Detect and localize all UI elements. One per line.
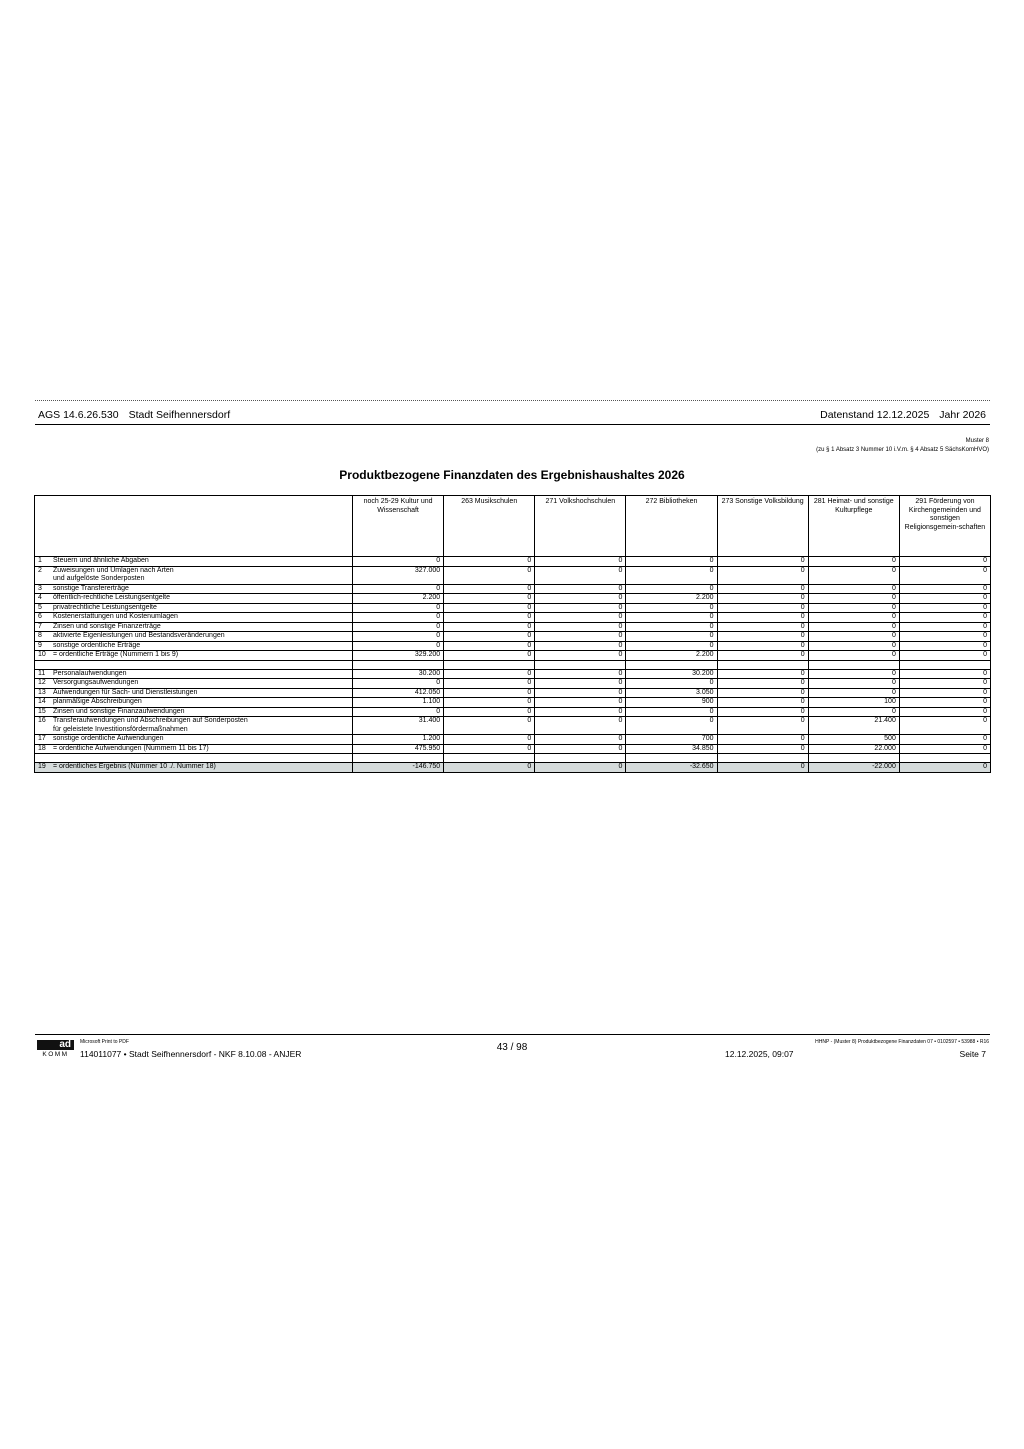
value-cell: -32.650 bbox=[626, 763, 717, 773]
spacer-cell bbox=[626, 754, 717, 763]
value-cell: 0 bbox=[535, 603, 626, 613]
footer-page-label: Seite 7 bbox=[959, 1049, 986, 1059]
row-number: 15 bbox=[38, 707, 46, 715]
value-cell: 500 bbox=[808, 735, 899, 745]
row-text-line: Personalaufwendungen bbox=[53, 669, 127, 677]
value-cell: 100 bbox=[808, 698, 899, 708]
value-cell: 0 bbox=[899, 584, 990, 594]
value-cell: 0 bbox=[626, 679, 717, 689]
row-label bbox=[35, 566, 353, 584]
footer-rule bbox=[35, 1034, 990, 1035]
row-number: 1 bbox=[38, 557, 42, 564]
value-cell: 0 bbox=[535, 594, 626, 604]
row-number: 16 bbox=[38, 717, 46, 724]
row-number: 5 bbox=[38, 603, 42, 611]
ags-code: AGS 14.6.26.530 bbox=[38, 409, 119, 421]
footer-date: 12.12.2025, 09:07 bbox=[725, 1049, 794, 1059]
spacer-cell bbox=[353, 754, 444, 763]
value-cell: 0 bbox=[353, 632, 444, 642]
row-number: 9 bbox=[38, 641, 42, 649]
row-label bbox=[35, 603, 353, 613]
value-cell: 327.000 bbox=[353, 566, 444, 584]
row-label bbox=[35, 763, 353, 773]
value-cell: 0 bbox=[717, 584, 808, 594]
value-cell: 0 bbox=[535, 707, 626, 717]
muster-line-2: (zu § 1 Absatz 3 Nummer 10 i.V.m. § 4 Absatz 5 SächsKomHVO) bbox=[816, 446, 989, 453]
value-cell: 0 bbox=[444, 632, 535, 642]
row-label bbox=[35, 744, 353, 754]
value-cell: 0 bbox=[899, 735, 990, 745]
value-cell: 0 bbox=[717, 622, 808, 632]
row-text-line: Steuern und ähnliche Abgaben bbox=[53, 557, 149, 564]
muster-line-1: Muster 8 bbox=[965, 438, 989, 444]
value-cell: 0 bbox=[444, 566, 535, 584]
row-text-line: Kostenerstattungen und Kostenumlagen bbox=[53, 613, 178, 620]
value-cell: 329.200 bbox=[353, 651, 444, 661]
value-cell: 0 bbox=[444, 613, 535, 623]
value-cell: 0 bbox=[535, 584, 626, 594]
value-cell: 0 bbox=[353, 707, 444, 717]
row-number: 7 bbox=[38, 622, 42, 630]
row-text bbox=[53, 567, 174, 584]
row-text bbox=[53, 585, 129, 594]
value-cell: 0 bbox=[899, 613, 990, 623]
value-cell: 900 bbox=[626, 698, 717, 708]
value-cell: 0 bbox=[535, 688, 626, 698]
value-cell: 21.400 bbox=[808, 717, 899, 735]
value-cell: 0 bbox=[717, 613, 808, 623]
logo-top: ad bbox=[37, 1040, 74, 1050]
row-text-line-2: für geleistete Investitionsfördermaßnahmen bbox=[53, 725, 188, 733]
row-label bbox=[35, 698, 353, 708]
value-cell: 0 bbox=[535, 717, 626, 735]
value-cell: 2.200 bbox=[626, 594, 717, 604]
value-cell: 0 bbox=[444, 622, 535, 632]
row-label bbox=[35, 613, 353, 623]
row-text bbox=[53, 745, 209, 754]
table-row bbox=[35, 632, 991, 642]
spacer-cell bbox=[899, 660, 990, 669]
value-cell: 0 bbox=[717, 566, 808, 584]
row-number: 2 bbox=[38, 566, 42, 574]
column-header: 291 Förderung von Kirchengemeinden und sonstigen Religionsgemein-schaften bbox=[899, 496, 990, 557]
row-text-line: = ordentliches Ergebnis (Nummer 10 ./. Nummer 18) bbox=[53, 763, 216, 770]
value-cell: 0 bbox=[808, 613, 899, 623]
row-label bbox=[35, 717, 353, 735]
row-text-line: Transferaufwendungen und Abschreibungen auf Sonderposten bbox=[53, 717, 248, 724]
spacer-cell bbox=[535, 660, 626, 669]
value-cell: 0 bbox=[535, 613, 626, 623]
row-text-line-2: und aufgelöste Sonderposten bbox=[53, 575, 145, 582]
value-cell: 1.200 bbox=[353, 735, 444, 745]
value-cell: 0 bbox=[899, 679, 990, 689]
value-cell: 0 bbox=[899, 622, 990, 632]
table-body bbox=[35, 557, 991, 773]
row-number: 19 bbox=[38, 763, 46, 770]
value-cell: 0 bbox=[626, 622, 717, 632]
city-name: Stadt Seifhennersdorf bbox=[128, 409, 231, 421]
value-cell: 0 bbox=[444, 641, 535, 651]
table-row bbox=[35, 744, 991, 754]
value-cell: 0 bbox=[626, 707, 717, 717]
table-row bbox=[35, 622, 991, 632]
logo-bottom: KOMM bbox=[42, 1051, 69, 1058]
value-cell: 0 bbox=[899, 557, 990, 567]
value-cell: 31.400 bbox=[353, 717, 444, 735]
value-cell: 0 bbox=[353, 622, 444, 632]
value-cell: 0 bbox=[353, 679, 444, 689]
row-label bbox=[35, 679, 353, 689]
row-number: 12 bbox=[38, 679, 46, 686]
spacer-cell bbox=[444, 754, 535, 763]
footer-code: HHNP - (Muster 8) Produktbezogene Finanzdaten 07 • 0102597 • 53988 • R16 bbox=[815, 1039, 989, 1045]
value-cell: 0 bbox=[535, 744, 626, 754]
value-cell: 0 bbox=[899, 651, 990, 661]
value-cell: 475.950 bbox=[353, 744, 444, 754]
row-label bbox=[35, 584, 353, 594]
column-header: 271 Volkshochschulen bbox=[535, 496, 626, 557]
row-label bbox=[35, 641, 353, 651]
footer-file: 114011077 • Stadt Seifhennersdorf - NKF 8.10.08 - ANJER bbox=[80, 1049, 302, 1059]
value-cell: -146.750 bbox=[353, 763, 444, 773]
table-row bbox=[35, 707, 991, 717]
row-text bbox=[53, 717, 248, 734]
value-cell: 0 bbox=[444, 669, 535, 679]
value-cell: 0 bbox=[444, 584, 535, 594]
value-cell: 0 bbox=[353, 603, 444, 613]
row-number: 8 bbox=[38, 632, 42, 639]
table-row bbox=[35, 651, 991, 661]
value-cell: 0 bbox=[626, 584, 717, 594]
spacer-cell bbox=[626, 660, 717, 669]
value-cell: 0 bbox=[535, 669, 626, 679]
value-cell: 0 bbox=[535, 641, 626, 651]
row-text bbox=[53, 708, 185, 717]
table-header bbox=[35, 496, 991, 557]
value-cell: 0 bbox=[444, 651, 535, 661]
value-cell: 0 bbox=[444, 679, 535, 689]
table-row bbox=[35, 669, 991, 679]
row-number: 18 bbox=[38, 744, 46, 752]
row-label bbox=[35, 707, 353, 717]
row-text bbox=[53, 698, 142, 707]
value-cell: 0 bbox=[808, 669, 899, 679]
row-label bbox=[35, 669, 353, 679]
row-text bbox=[53, 623, 161, 632]
table-row bbox=[35, 566, 991, 584]
table-row bbox=[35, 698, 991, 708]
value-cell: 0 bbox=[717, 669, 808, 679]
table-row bbox=[35, 557, 991, 567]
row-text-line: sonstige ordentliche Erträge bbox=[53, 641, 141, 649]
value-cell: 0 bbox=[626, 641, 717, 651]
value-cell: 2.200 bbox=[626, 651, 717, 661]
value-cell: 0 bbox=[717, 557, 808, 567]
value-cell: 0 bbox=[535, 735, 626, 745]
row-text-line: aktivierte Eigenleistungen und Bestandsveränderungen bbox=[53, 632, 225, 639]
row-number: 10 bbox=[38, 651, 46, 658]
value-cell: 0 bbox=[535, 651, 626, 661]
value-cell: 0 bbox=[808, 651, 899, 661]
table-row bbox=[35, 603, 991, 613]
spacer-cell bbox=[35, 660, 353, 669]
row-text-line: planmäßige Abschreibungen bbox=[53, 698, 142, 705]
header-rule bbox=[35, 424, 990, 425]
row-label bbox=[35, 594, 353, 604]
value-cell: 0 bbox=[444, 603, 535, 613]
row-label bbox=[35, 651, 353, 661]
value-cell: 0 bbox=[808, 603, 899, 613]
value-cell: 0 bbox=[535, 763, 626, 773]
spacer-row bbox=[35, 754, 991, 763]
value-cell: 0 bbox=[626, 613, 717, 623]
row-number: 11 bbox=[38, 669, 46, 677]
spacer-cell bbox=[35, 754, 353, 763]
value-cell: 0 bbox=[899, 744, 990, 754]
column-header: 263 Musikschulen bbox=[444, 496, 535, 557]
value-cell: 0 bbox=[899, 632, 990, 642]
row-label bbox=[35, 688, 353, 698]
value-cell: 0 bbox=[444, 698, 535, 708]
value-cell: 0 bbox=[535, 622, 626, 632]
value-cell: 0 bbox=[808, 622, 899, 632]
page-title: Produktbezogene Finanzdaten des Ergebnishaushaltes 2026 bbox=[339, 468, 685, 482]
value-cell: 0 bbox=[535, 679, 626, 689]
spacer-row bbox=[35, 660, 991, 669]
row-text-line: sonstige Transfererträge bbox=[53, 584, 129, 592]
value-cell: 0 bbox=[626, 717, 717, 735]
value-cell: 0 bbox=[808, 584, 899, 594]
table-row bbox=[35, 717, 991, 735]
value-cell: 700 bbox=[626, 735, 717, 745]
spacer-cell bbox=[535, 754, 626, 763]
value-cell: 0 bbox=[626, 557, 717, 567]
row-text bbox=[53, 651, 178, 660]
value-cell: 0 bbox=[444, 688, 535, 698]
row-text bbox=[53, 689, 197, 698]
row-number: 6 bbox=[38, 613, 42, 620]
value-cell: 0 bbox=[353, 641, 444, 651]
value-cell: 0 bbox=[444, 735, 535, 745]
value-cell: 3.050 bbox=[626, 688, 717, 698]
value-cell: 0 bbox=[444, 707, 535, 717]
value-cell: 0 bbox=[444, 594, 535, 604]
row-text-line: Zinsen und sonstige Finanzerträge bbox=[53, 622, 161, 630]
value-cell: 0 bbox=[808, 688, 899, 698]
spacer-cell bbox=[444, 660, 535, 669]
row-text-line: Versorgungsaufwendungen bbox=[53, 679, 139, 686]
table-row bbox=[35, 735, 991, 745]
value-cell: 0 bbox=[808, 641, 899, 651]
top-dotted-rule bbox=[35, 400, 990, 401]
value-cell: 0 bbox=[899, 669, 990, 679]
value-cell: 2.200 bbox=[353, 594, 444, 604]
footer-printer: Microsoft Print to PDF bbox=[80, 1039, 129, 1045]
row-text-line: Aufwendungen für Sach- und Dienstleistungen bbox=[53, 688, 198, 696]
spacer-cell bbox=[353, 660, 444, 669]
value-cell: 34.850 bbox=[626, 744, 717, 754]
value-cell: 0 bbox=[899, 641, 990, 651]
value-cell: 0 bbox=[899, 698, 990, 708]
value-cell: 0 bbox=[717, 763, 808, 773]
value-cell: 0 bbox=[535, 632, 626, 642]
table-row bbox=[35, 679, 991, 689]
row-label bbox=[35, 632, 353, 642]
row-text-line: = ordentliche Erträge (Nummern 1 bis 9) bbox=[53, 651, 179, 658]
header-right bbox=[810, 409, 986, 421]
row-text-line: = ordentliche Aufwendungen (Nummern 11 bis 17) bbox=[53, 744, 209, 752]
table-row bbox=[35, 584, 991, 594]
value-cell: 412.050 bbox=[353, 688, 444, 698]
value-cell: 0 bbox=[717, 744, 808, 754]
value-cell: 1.100 bbox=[353, 698, 444, 708]
value-cell: 0 bbox=[535, 698, 626, 708]
value-cell: 0 bbox=[717, 707, 808, 717]
value-cell: 0 bbox=[626, 603, 717, 613]
row-text bbox=[53, 670, 127, 679]
value-cell: 0 bbox=[626, 632, 717, 642]
table-row bbox=[35, 688, 991, 698]
value-cell: 0 bbox=[717, 641, 808, 651]
spacer-cell bbox=[899, 754, 990, 763]
value-cell: 0 bbox=[353, 557, 444, 567]
value-cell: 0 bbox=[899, 688, 990, 698]
total-row bbox=[35, 763, 991, 773]
value-cell: 0 bbox=[808, 594, 899, 604]
header-left bbox=[38, 409, 240, 421]
page-counter: 43 / 98 bbox=[496, 1042, 528, 1053]
value-cell: 0 bbox=[899, 566, 990, 584]
table-row bbox=[35, 594, 991, 604]
spacer-cell bbox=[717, 754, 808, 763]
row-number: 3 bbox=[38, 584, 42, 592]
header-row bbox=[35, 496, 991, 557]
value-cell: 0 bbox=[717, 735, 808, 745]
value-cell: 0 bbox=[717, 594, 808, 604]
value-cell: 0 bbox=[808, 679, 899, 689]
row-number: 13 bbox=[38, 688, 46, 696]
spacer-cell bbox=[717, 660, 808, 669]
value-cell: 0 bbox=[899, 717, 990, 735]
table-row bbox=[35, 613, 991, 623]
value-cell: 0 bbox=[444, 557, 535, 567]
value-cell: 0 bbox=[899, 707, 990, 717]
value-cell: 0 bbox=[717, 717, 808, 735]
value-cell: 0 bbox=[717, 632, 808, 642]
value-cell: 0 bbox=[899, 603, 990, 613]
value-cell: 0 bbox=[444, 763, 535, 773]
value-cell: 0 bbox=[717, 603, 808, 613]
row-text bbox=[53, 613, 178, 622]
spacer-cell bbox=[808, 754, 899, 763]
row-label bbox=[35, 557, 353, 567]
value-cell: 30.200 bbox=[353, 669, 444, 679]
value-cell: 0 bbox=[353, 584, 444, 594]
value-cell: 0 bbox=[717, 651, 808, 661]
finance-table bbox=[34, 495, 991, 773]
row-text bbox=[53, 557, 149, 566]
value-cell: 0 bbox=[717, 698, 808, 708]
header-label-cell bbox=[35, 496, 353, 557]
value-cell: 0 bbox=[808, 632, 899, 642]
value-cell: 0 bbox=[899, 763, 990, 773]
column-header: 272 Bibliotheken bbox=[626, 496, 717, 557]
row-text bbox=[53, 632, 225, 641]
row-text bbox=[53, 604, 157, 613]
value-cell: 0 bbox=[626, 566, 717, 584]
table-row bbox=[35, 641, 991, 651]
value-cell: 0 bbox=[535, 566, 626, 584]
value-cell: 0 bbox=[444, 744, 535, 754]
value-cell: 0 bbox=[717, 679, 808, 689]
row-label bbox=[35, 622, 353, 632]
row-number: 14 bbox=[38, 698, 46, 705]
column-header: noch 25-29 Kultur und Wissenschaft bbox=[353, 496, 444, 557]
row-text bbox=[53, 763, 216, 772]
value-cell: 30.200 bbox=[626, 669, 717, 679]
value-cell: 0 bbox=[444, 717, 535, 735]
muster-note bbox=[816, 437, 989, 454]
value-cell: 0 bbox=[808, 566, 899, 584]
row-text-line: Zinsen und sonstige Finanzaufwendungen bbox=[53, 707, 185, 715]
value-cell: 0 bbox=[535, 557, 626, 567]
row-text bbox=[53, 594, 170, 603]
spacer-cell bbox=[808, 660, 899, 669]
value-cell: 0 bbox=[808, 557, 899, 567]
row-text-line: öffentlich-rechtliche Leistungsentgelte bbox=[53, 594, 171, 601]
value-cell: 0 bbox=[899, 594, 990, 604]
column-header: 273 Sonstige Volksbildung bbox=[717, 496, 808, 557]
row-text bbox=[53, 735, 164, 744]
row-text bbox=[53, 679, 138, 688]
row-text-line: privatrechtliche Leistungsentgelte bbox=[53, 603, 157, 611]
row-text bbox=[53, 642, 140, 651]
row-text-line: sonstige ordentliche Aufwendungen bbox=[53, 735, 164, 742]
value-cell: -22.000 bbox=[808, 763, 899, 773]
row-number: 4 bbox=[38, 594, 42, 601]
value-cell: 0 bbox=[353, 613, 444, 623]
row-label bbox=[35, 735, 353, 745]
row-text-line: Zuweisungen und Umlagen nach Arten bbox=[53, 566, 174, 574]
value-cell: 0 bbox=[717, 688, 808, 698]
column-header: 281 Heimat- und sonstige Kulturpflege bbox=[808, 496, 899, 557]
jahr: Jahr 2026 bbox=[939, 409, 986, 421]
value-cell: 0 bbox=[808, 707, 899, 717]
datenstand: Datenstand 12.12.2025 bbox=[820, 409, 930, 421]
value-cell: 22.000 bbox=[808, 744, 899, 754]
row-number: 17 bbox=[38, 735, 46, 742]
